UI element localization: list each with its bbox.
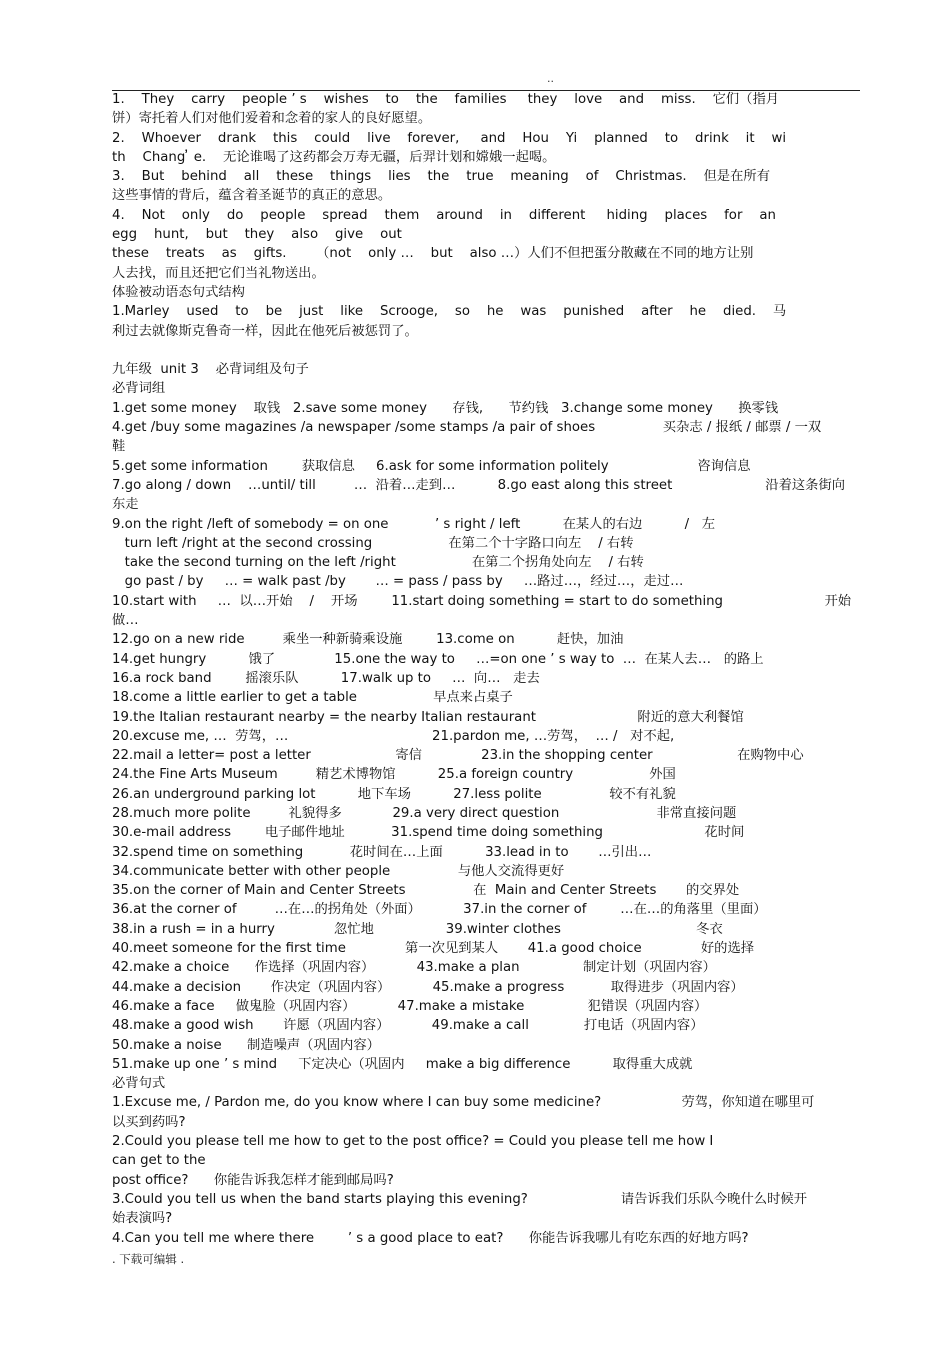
text-line: 50.make a noise 制造噪声（巩固内容） <box>112 1037 380 1053</box>
text-line: 九年级 unit 3 必背词组及句子 <box>112 362 309 378</box>
text-line: 32.spend time on something 花时间在…上面 33.lead in to …引出… <box>112 844 652 860</box>
text-line: 3.Could you tell us when the band starts playing this evening? 请告诉我们乐队今晚什么时候开 <box>112 1191 807 1207</box>
text-line: 44.make a decision 作决定（巩固内容） 45.make a progress 取得进步（巩固内容） <box>112 979 744 995</box>
text-line: 35.on the corner of Main and Center Streets 在 Main and Center Streets 的交界处 <box>112 883 740 899</box>
footer-note: . 下载可编辑 . <box>112 1252 185 1266</box>
text-line: 48.make a good wish 许愿（巩固内容） 49.make a call 打电话（巩固内容） <box>112 1018 704 1034</box>
text-line: 以买到药吗? <box>112 1114 186 1130</box>
text-line: 51.make up one ’ s mind 下定决心（巩固内 make a big difference 取得重大成就 <box>112 1056 693 1072</box>
text-line: 体验被动语态句式结构 <box>112 284 245 300</box>
text-line: 4.get /buy some magazines /a newspaper /some stamps /a pair of shoes 买杂志 / 报纸 / 邮票 / 一双 <box>112 420 822 436</box>
document-body <box>112 90 860 1248</box>
text-line: 7.go along / down …until/ till … 沿着…走到… 8.go east along this street 沿着这条街向 <box>112 477 846 493</box>
text-line: turn left /right at the second crossing 在第二个十字路口向左 / 右转 <box>112 535 634 551</box>
text-line: 3. But behind all these things lies the true meaning of Christmas. 但是在所有 <box>112 169 770 185</box>
text-line: 东走 <box>112 497 139 513</box>
text-line: 这些事情的背后，蕴含着圣诞节的真正的意思。 <box>112 188 392 204</box>
header-mark: .. <box>547 72 554 85</box>
text-line: 18.come a little earlier to get a table 早点来占桌子 <box>112 690 513 706</box>
text-line: th Chang ̓ e. 无论谁喝了这药都会万寿无疆，后羿计划和嫦娥一起喝。 <box>112 149 556 165</box>
text-line: 38.in a rush = in a hurry 忽忙地 39.winter clothes 冬衣 <box>112 921 723 937</box>
text-line: 5.get some information 获取信息 6.ask for some information politely 咨询信息 <box>112 458 751 474</box>
text-line: 14.get hungry 饿了 15.one the way to …=on one ’ s way to … 在某人去… 的路上 <box>112 651 764 667</box>
text-line: 30.e-mail address 电子邮件地址 31.spend time doing something 花时间 <box>112 825 745 841</box>
text-line: 始表演吗? <box>112 1211 173 1227</box>
text-line: 4.Can you tell me where there ’ s a good place to eat? 你能告诉我哪儿有吃东西的好地方吗? <box>112 1230 749 1246</box>
text-line: 1.Excuse me, / Pardon me, do you know where I can buy some medicine? 劳驾，你知道在哪里可 <box>112 1095 815 1111</box>
text-line: 利过去就像斯克鲁奇一样，因此在他死后被惩罚了。 <box>112 323 418 339</box>
text-line: 1.Marley used to be just like Scrooge, so he was punished after he died. 马 <box>112 304 787 320</box>
text-line: 人去找，而且还把它们当礼物送出。 <box>112 265 325 281</box>
blank-line <box>112 341 860 360</box>
text-line: 20.excuse me, … 劳驾，… 21.pardon me, …劳驾， … / 对不起, <box>112 728 675 744</box>
text-line: 40.meet someone for the first time 第一次见到某人 41.a good choice 好的选择 <box>112 941 755 957</box>
text-line: 42.make a choice 作选择（巩固内容） 43.make a plan 制定计划（巩固内容） <box>112 960 716 976</box>
text-line: take the second turning on the left /right 在第二个拐角处向左 / 右转 <box>112 555 644 571</box>
text-line: 饼）寄托着人们对他们爱着和念着的家人的良好愿望。 <box>112 111 432 127</box>
text-line: 必背句式 <box>112 1076 166 1092</box>
text-line: can get to the <box>112 1153 206 1169</box>
text-line: 34.communicate better with other people 与他人交流得更好 <box>112 863 565 879</box>
text-line: 26.an underground parking lot 地下车场 27.less polite 较不有礼貌 <box>112 786 676 802</box>
text-line: 1.get some money 取钱 2.save some money 存钱, 节约钱 3.change some money 换零钱 <box>112 400 779 416</box>
text-line: 鞋 <box>112 439 126 455</box>
text-line: go past / by … = walk past /by … = pass / pass by …路过…，经过…，走过… <box>112 574 684 590</box>
text-line: 28.much more polite 礼貌得多 29.a very direct question 非常直接问题 <box>112 805 737 821</box>
text-line: 4. Not only do people spread them around in different hiding places for an <box>112 207 776 223</box>
text-line: 36.at the corner of …在…的拐角处（外面） 37.in the corner of …在…的角落里（里面） <box>112 902 767 918</box>
text-line: 1. They carry people ’ s wishes to the families they love and miss. 它们（指月 <box>112 92 780 107</box>
text-line: 46.make a face 做鬼脸（巩固内容） 47.make a mistake 犯错误（巩固内容） <box>112 998 708 1014</box>
text-line: 2.Could you please tell me how to get to the post office? = Could you please tell me how I <box>112 1134 714 1150</box>
text-line: egg hunt, but they also give out <box>112 227 402 243</box>
text-line: 24.the Fine Arts Museum 精艺术博物馆 25.a foreign country 外国 <box>112 767 676 783</box>
text-line: 19.the Italian restaurant nearby = the nearby Italian restaurant 附近的意大利餐馆 <box>112 709 744 725</box>
text-line: 16.a rock band 摇滚乐队 17.walk up to … 向… 走去 <box>112 670 540 686</box>
text-line: 2. Whoever drank this could live forever, and Hou Yi planned to drink it wi <box>112 130 787 146</box>
text-line: 做… <box>112 613 139 629</box>
text-line: 9.on the right /left of somebody = on one ’ s right / left 在某人的右边 / 左 <box>112 516 716 532</box>
text-line: 10.start with … 以…开始 / 开场 11.start doing something = start to do something 开始 <box>112 593 852 609</box>
text-line: 必背词组 <box>112 381 166 397</box>
text-line: post office? 你能告诉我怎样才能到邮局吗? <box>112 1172 394 1188</box>
text-line: 22.mail a letter= post a letter 寄信 23.in the shopping center 在购物中心 <box>112 748 804 764</box>
text-line: these treats as gifts. （not only … but also …）人们不但把蛋分散藏在不同的地方让别 <box>112 246 754 262</box>
text-line: 12.go on a new ride 乘坐一种新骑乘设施 13.come on 赶快，加油 <box>112 632 624 648</box>
